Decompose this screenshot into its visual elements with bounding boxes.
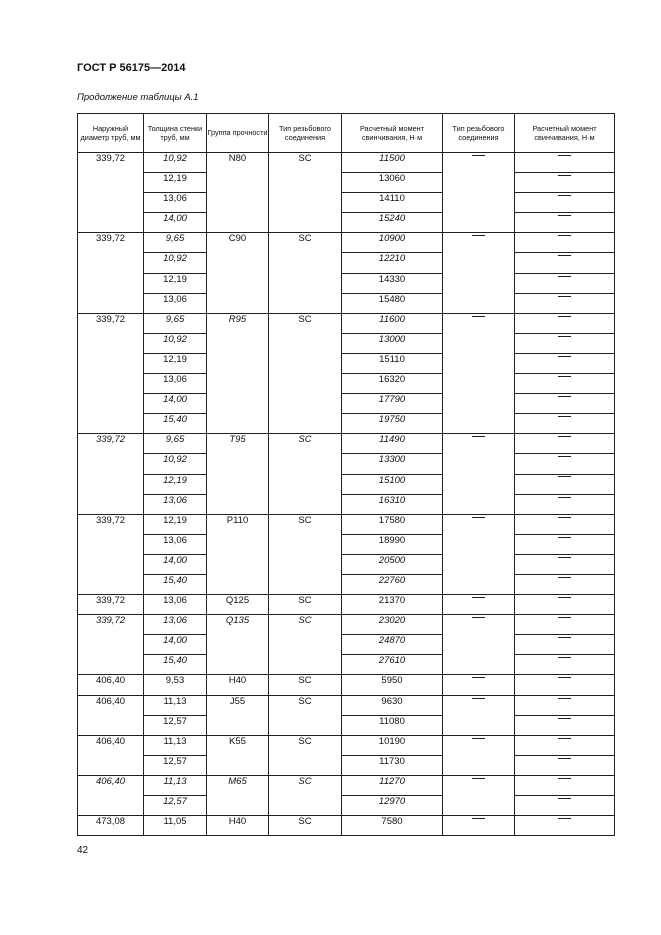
cell-strength-grade: H40 [207,675,269,695]
cell-connection-type-2 [443,615,515,675]
dash-mark [472,677,485,678]
dash-mark [558,235,571,236]
cell-wall-thickness: 12,19 [144,273,207,293]
cell-wall-thickness: 15,40 [144,414,207,434]
table-row [78,554,615,574]
dash-mark [558,818,571,819]
cell-makeup-torque: 10190 [342,735,443,755]
cell-makeup-torque-2 [515,514,615,534]
dash-mark [558,497,571,498]
dash-mark [472,235,485,236]
cell-makeup-torque-2 [515,333,615,353]
table-caption: Продолжение таблицы А.1 [77,92,199,103]
cell-wall-thickness: 12,19 [144,514,207,534]
cell-outer-diameter: 339,72 [78,595,144,615]
cell-wall-thickness: 9,53 [144,675,207,695]
dash-mark [558,396,571,397]
cell-wall-thickness: 11,13 [144,775,207,795]
cell-makeup-torque: 14330 [342,273,443,293]
table-row [78,675,615,695]
cell-makeup-torque-2 [515,434,615,454]
cell-outer-diameter: 339,72 [78,514,144,594]
cell-makeup-torque-2 [515,735,615,755]
dash-mark [558,376,571,377]
dash-mark [558,436,571,437]
table-row [78,695,615,715]
dash-mark [472,517,485,518]
dash-mark [472,698,485,699]
cell-connection-type-2 [443,775,515,815]
cell-strength-grade: P110 [207,514,269,594]
cell-connection-type: SC [269,735,342,775]
dash-mark [558,155,571,156]
cell-connection-type: SC [269,675,342,695]
cell-connection-type-2 [443,233,515,313]
dash-mark [558,718,571,719]
cell-makeup-torque-2 [515,454,615,474]
cell-makeup-torque: 15100 [342,474,443,494]
dash-mark [558,758,571,759]
cell-makeup-torque-2 [515,394,615,414]
torque-table [77,113,615,836]
cell-makeup-torque-2 [515,554,615,574]
cell-connection-type-2 [443,153,515,233]
table-row [78,494,615,514]
cell-makeup-torque: 17790 [342,394,443,414]
table-row [78,414,615,434]
cell-connection-type: SC [269,313,342,434]
cell-connection-type-2 [443,514,515,594]
cell-connection-type-2 [443,695,515,735]
cell-makeup-torque-2 [515,615,615,635]
cell-connection-type: SC [269,816,342,836]
cell-outer-diameter: 406,40 [78,675,144,695]
cell-makeup-torque-2 [515,755,615,775]
cell-connection-type: SC [269,695,342,735]
cell-makeup-torque-2 [515,775,615,795]
cell-makeup-torque: 10900 [342,233,443,253]
cell-makeup-torque-2 [515,213,615,233]
cell-strength-grade: Q125 [207,595,269,615]
table-row [78,735,615,755]
cell-wall-thickness: 14,00 [144,213,207,233]
cell-outer-diameter: 406,40 [78,695,144,735]
cell-makeup-torque: 11490 [342,434,443,454]
cell-strength-grade: R95 [207,313,269,434]
cell-makeup-torque: 11080 [342,715,443,735]
cell-wall-thickness: 11,13 [144,735,207,755]
dash-mark [558,798,571,799]
table-row [78,775,615,795]
cell-wall-thickness: 12,19 [144,474,207,494]
table-row [78,595,615,615]
cell-makeup-torque: 17580 [342,514,443,534]
dash-mark [558,276,571,277]
dash-mark [558,597,571,598]
cell-wall-thickness: 10,92 [144,153,207,173]
cell-wall-thickness: 12,57 [144,755,207,775]
cell-strength-grade: C90 [207,233,269,313]
table-row [78,193,615,213]
cell-connection-type-2 [443,816,515,836]
cell-strength-grade: M65 [207,775,269,815]
cell-makeup-torque: 19750 [342,414,443,434]
cell-makeup-torque-2 [515,374,615,394]
table-row [78,474,615,494]
table-row [78,253,615,273]
cell-makeup-torque-2 [515,655,615,675]
table-row [78,173,615,193]
cell-wall-thickness: 15,40 [144,574,207,594]
table-row [78,796,615,816]
table-header [78,114,615,153]
dash-mark [558,296,571,297]
table-row [78,534,615,554]
cell-makeup-torque-2 [515,313,615,333]
cell-outer-diameter: 473,08 [78,816,144,836]
cell-wall-thickness: 12,19 [144,353,207,373]
cell-connection-type-2 [443,434,515,514]
dash-mark [558,517,571,518]
cell-makeup-torque-2 [515,153,615,173]
cell-makeup-torque-2 [515,414,615,434]
cell-makeup-torque-2 [515,193,615,213]
table-row [78,434,615,454]
cell-wall-thickness: 15,40 [144,655,207,675]
header-makeup-torque: Расчетный момент свинчивания, Н·м [342,114,443,153]
page-number: 42 [77,845,89,856]
cell-makeup-torque: 12210 [342,253,443,273]
cell-makeup-torque: 15480 [342,293,443,313]
table-row [78,153,615,173]
cell-makeup-torque-2 [515,796,615,816]
header-strength-grade: Группа прочности [207,114,269,153]
dash-mark [558,637,571,638]
table-row [78,273,615,293]
table-row [78,353,615,373]
cell-connection-type-2 [443,595,515,615]
dash-mark [558,316,571,317]
cell-wall-thickness: 14,00 [144,635,207,655]
table-row [78,715,615,735]
table-row [78,213,615,233]
cell-makeup-torque: 13300 [342,454,443,474]
cell-makeup-torque: 15240 [342,213,443,233]
cell-makeup-torque: 23020 [342,615,443,635]
cell-wall-thickness: 14,00 [144,394,207,414]
dash-mark [472,316,485,317]
cell-makeup-torque: 5950 [342,675,443,695]
dash-mark [558,738,571,739]
table-row [78,313,615,333]
dash-mark [558,356,571,357]
cell-connection-type: SC [269,434,342,514]
cell-wall-thickness: 13,06 [144,293,207,313]
cell-connection-type: SC [269,615,342,675]
cell-makeup-torque: 14110 [342,193,443,213]
cell-makeup-torque-2 [515,534,615,554]
header-connection-type: Тип резьбового соединения [269,114,342,153]
cell-makeup-torque: 27610 [342,655,443,675]
cell-wall-thickness: 13,06 [144,193,207,213]
header-row [78,114,615,153]
dash-mark [472,778,485,779]
cell-makeup-torque-2 [515,173,615,193]
cell-makeup-torque-2 [515,635,615,655]
dash-mark [558,195,571,196]
dash-mark [472,818,485,819]
cell-makeup-torque-2 [515,233,615,253]
dash-mark [558,778,571,779]
cell-makeup-torque-2 [515,595,615,615]
cell-wall-thickness: 12,19 [144,173,207,193]
cell-strength-grade: K55 [207,735,269,775]
dash-mark [558,657,571,658]
dash-mark [472,155,485,156]
cell-wall-thickness: 13,06 [144,534,207,554]
cell-makeup-torque-2 [515,253,615,273]
table-row [78,293,615,313]
table-body [78,153,615,836]
cell-makeup-torque-2 [515,574,615,594]
cell-wall-thickness: 11,05 [144,816,207,836]
cell-wall-thickness: 12,57 [144,715,207,735]
cell-outer-diameter: 406,40 [78,775,144,815]
cell-wall-thickness: 13,06 [144,374,207,394]
cell-connection-type: SC [269,153,342,233]
table-row [78,755,615,775]
cell-connection-type: SC [269,595,342,615]
cell-makeup-torque: 15110 [342,353,443,373]
dash-mark [472,436,485,437]
dash-mark [558,476,571,477]
cell-makeup-torque-2 [515,715,615,735]
cell-strength-grade: N80 [207,153,269,233]
cell-makeup-torque: 11730 [342,755,443,775]
header-connection-type-2: Тип резьбового соединения [443,114,515,153]
cell-makeup-torque: 11500 [342,153,443,173]
cell-strength-grade: J55 [207,695,269,735]
cell-wall-thickness: 13,06 [144,595,207,615]
cell-makeup-torque: 24870 [342,635,443,655]
header-wall-thickness: Толщина стенки труб, мм [144,114,207,153]
cell-makeup-torque: 21370 [342,595,443,615]
cell-connection-type: SC [269,514,342,594]
dash-mark [472,738,485,739]
dash-mark [558,416,571,417]
dash-mark [558,175,571,176]
cell-outer-diameter: 339,72 [78,313,144,434]
cell-strength-grade: H40 [207,816,269,836]
cell-makeup-torque-2 [515,353,615,373]
cell-makeup-torque: 13000 [342,333,443,353]
cell-wall-thickness: 12,57 [144,796,207,816]
cell-wall-thickness: 10,92 [144,454,207,474]
dash-mark [558,617,571,618]
cell-makeup-torque: 18990 [342,534,443,554]
cell-wall-thickness: 9,65 [144,313,207,333]
header-makeup-torque-2: Расчетный момент свинчивания, Н·м [515,114,615,153]
cell-connection-type-2 [443,735,515,775]
cell-outer-diameter: 406,40 [78,735,144,775]
table-row [78,615,615,635]
table-row [78,816,615,836]
cell-wall-thickness: 9,65 [144,233,207,253]
cell-makeup-torque: 16320 [342,374,443,394]
cell-makeup-torque: 16310 [342,494,443,514]
table-row [78,454,615,474]
table-row [78,394,615,414]
dash-mark [558,677,571,678]
cell-makeup-torque-2 [515,675,615,695]
cell-connection-type-2 [443,313,515,434]
cell-makeup-torque: 20500 [342,554,443,574]
dash-mark [558,215,571,216]
cell-wall-thickness: 11,13 [144,695,207,715]
cell-wall-thickness: 13,06 [144,494,207,514]
table-row [78,233,615,253]
table-row [78,655,615,675]
dash-mark [558,537,571,538]
cell-makeup-torque-2 [515,494,615,514]
cell-outer-diameter: 339,72 [78,233,144,313]
cell-wall-thickness: 10,92 [144,333,207,353]
dash-mark [558,557,571,558]
cell-makeup-torque: 11270 [342,775,443,795]
cell-makeup-torque-2 [515,816,615,836]
cell-strength-grade: T95 [207,434,269,514]
cell-outer-diameter: 339,72 [78,615,144,675]
table-row [78,333,615,353]
cell-connection-type: SC [269,233,342,313]
dash-mark [558,456,571,457]
table-row [78,514,615,534]
cell-makeup-torque: 22760 [342,574,443,594]
cell-makeup-torque-2 [515,293,615,313]
cell-connection-type: SC [269,775,342,815]
dash-mark [558,336,571,337]
dash-mark [472,597,485,598]
cell-outer-diameter: 339,72 [78,434,144,514]
header-outer-diameter: Наружный диаметр труб, мм [78,114,144,153]
cell-wall-thickness: 14,00 [144,554,207,574]
cell-wall-thickness: 13,06 [144,615,207,635]
dash-mark [472,617,485,618]
dash-mark [558,698,571,699]
cell-makeup-torque-2 [515,273,615,293]
cell-makeup-torque: 7580 [342,816,443,836]
cell-outer-diameter: 339,72 [78,153,144,233]
cell-makeup-torque-2 [515,474,615,494]
cell-connection-type-2 [443,675,515,695]
cell-strength-grade: Q135 [207,615,269,675]
cell-makeup-torque: 11600 [342,313,443,333]
cell-makeup-torque: 13060 [342,173,443,193]
cell-wall-thickness: 9,65 [144,434,207,454]
table-row [78,635,615,655]
dash-mark [558,577,571,578]
cell-wall-thickness: 10,92 [144,253,207,273]
table-row [78,374,615,394]
cell-makeup-torque: 9630 [342,695,443,715]
table-row [78,574,615,594]
dash-mark [558,255,571,256]
document-title: ГОСТ Р 56175—2014 [77,62,186,74]
cell-makeup-torque: 12970 [342,796,443,816]
cell-makeup-torque-2 [515,695,615,715]
